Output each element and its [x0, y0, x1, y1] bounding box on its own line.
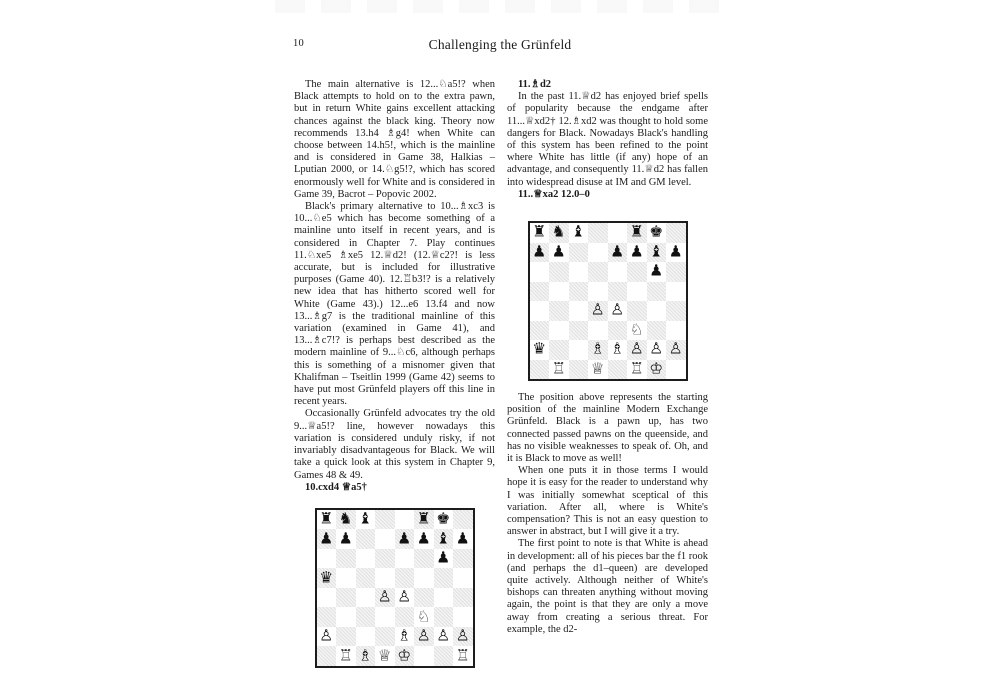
chess-square — [627, 301, 647, 321]
chess-piece: ♚ — [649, 223, 664, 241]
chess-square — [336, 627, 356, 647]
chess-piece: ♚ — [436, 509, 451, 528]
chess-square — [317, 510, 337, 530]
chess-piece: ♙ — [397, 587, 412, 606]
chess-square — [317, 549, 337, 569]
chess-piece: ♟ — [551, 242, 566, 261]
chess-square — [647, 340, 667, 360]
chess-piece: ♟ — [397, 529, 412, 548]
chess-square — [666, 301, 686, 321]
chess-piece: ♘ — [416, 607, 431, 626]
chess-square — [549, 243, 569, 263]
chess-piece: ♟ — [668, 242, 683, 261]
chess-square — [434, 646, 454, 666]
paragraph: The main alternative is 12...♘a5!? when Black attempts to hold on to the extra pawn, but in return White gains excellent attacking chances against the black king. Theory now recommends 13.h4 ♗g4! when White can choose between 14.h5!, which is the mainline and is considered in Game 38, Halkias – Lputian 2000, or 14.♘g5!?, which has scored enormously well for White and is considered in Game 39, Bacrot – Popovic 2002. — [294, 79, 495, 200]
chess-square — [647, 223, 667, 243]
chess-square — [356, 568, 376, 588]
chess-square — [588, 282, 608, 302]
chess-piece: ♜ — [416, 509, 431, 528]
chess-square — [336, 646, 356, 666]
chess-square — [569, 223, 589, 243]
chess-piece: ♟ — [338, 529, 353, 548]
chess-square — [569, 282, 589, 302]
chess-square — [627, 321, 647, 341]
chess-square — [608, 282, 628, 302]
chess-square — [434, 529, 454, 549]
chess-square — [569, 301, 589, 321]
chess-square — [588, 301, 608, 321]
chess-square — [375, 568, 395, 588]
chess-square — [375, 510, 395, 530]
chess-square — [414, 568, 434, 588]
chess-square — [356, 588, 376, 608]
chess-square — [549, 262, 569, 282]
diagram-container — [507, 221, 708, 381]
chess-square — [647, 243, 667, 263]
chess-square — [414, 510, 434, 530]
paragraph: The first point to note is that White is ahead in development: all of his pieces bar the f1 rook (and perhaps the d1–queen) are developed quite actively. Although neither of White's bishops can threaten anything without moving again, the point is that they are only a move away from creating a serious threat. For example, the d2- — [507, 538, 708, 635]
chess-square — [395, 549, 415, 569]
chess-piece: ♞ — [551, 223, 566, 241]
chess-square — [453, 607, 473, 627]
chess-square — [647, 282, 667, 302]
chess-square — [414, 588, 434, 608]
chess-square — [317, 646, 337, 666]
chess-square — [375, 627, 395, 647]
right-column — [507, 79, 708, 636]
chess-piece: ♟ — [416, 529, 431, 548]
chess-square — [453, 588, 473, 608]
chess-square — [453, 646, 473, 666]
chess-square — [549, 321, 569, 341]
chess-square — [627, 223, 647, 243]
chess-square — [453, 549, 473, 569]
chess-piece: ♟ — [436, 548, 451, 567]
chess-square — [666, 262, 686, 282]
chess-square — [336, 510, 356, 530]
chess-piece: ♟ — [319, 529, 334, 548]
diagram-container — [294, 508, 495, 668]
chess-square — [356, 646, 376, 666]
chess-square — [317, 588, 337, 608]
chess-square — [375, 588, 395, 608]
chess-square — [453, 568, 473, 588]
chess-piece: ♟ — [610, 242, 625, 261]
chess-piece: ♗ — [397, 626, 412, 645]
chess-piece: ♕ — [377, 646, 392, 665]
chess-square — [666, 360, 686, 380]
chess-piece: ♖ — [338, 646, 353, 665]
chess-square — [608, 262, 628, 282]
chess-square — [317, 627, 337, 647]
chess-square — [608, 223, 628, 243]
chess-square — [588, 262, 608, 282]
chess-square — [608, 243, 628, 263]
chess-piece: ♝ — [571, 223, 586, 241]
chess-square — [647, 301, 667, 321]
chess-square — [414, 607, 434, 627]
chess-square — [530, 282, 550, 302]
left-column — [294, 79, 495, 668]
chess-square — [588, 243, 608, 263]
chess-piece: ♙ — [377, 587, 392, 606]
chess-square — [375, 607, 395, 627]
chess-square — [569, 340, 589, 360]
chess-square — [336, 549, 356, 569]
chess-square — [434, 549, 454, 569]
chess-piece: ♙ — [668, 340, 683, 358]
chess-square — [336, 588, 356, 608]
chess-square — [414, 627, 434, 647]
chess-piece: ♝ — [358, 509, 373, 528]
chess-piece: ♝ — [649, 242, 664, 261]
chess-piece: ♕ — [590, 359, 605, 378]
chess-piece: ♙ — [319, 626, 334, 645]
chess-piece: ♘ — [629, 320, 644, 339]
chess-piece: ♙ — [436, 626, 451, 645]
chess-square — [549, 282, 569, 302]
chess-piece: ♛ — [532, 340, 547, 358]
chess-square — [336, 607, 356, 627]
chess-piece: ♜ — [319, 509, 334, 528]
chess-square — [627, 262, 647, 282]
chess-piece: ♛ — [319, 568, 334, 587]
chess-square — [434, 510, 454, 530]
chess-piece: ♞ — [338, 509, 353, 528]
chess-square — [549, 360, 569, 380]
chess-square — [627, 282, 647, 302]
chess-square — [569, 243, 589, 263]
paragraph: When one puts it in those terms I would hope it is easy for the reader to understand why I was initially somewhat sceptical of this variation. After all, where is White's compensation? This is not an easy question to answer in abstract, but I will give it a try. — [507, 465, 708, 538]
chess-square — [453, 510, 473, 530]
paragraph: The position above represents the starting position of the mainline Modern Exchange Grünfeld. Black is a pawn up, has two connected passed pawns on the queenside, and has no visible weaknesses to speak of. Oh, and it is Black to move as well! — [507, 392, 708, 465]
chess-piece: ♖ — [551, 359, 566, 378]
chess-piece: ♙ — [416, 626, 431, 645]
chess-square — [395, 607, 415, 627]
chess-square — [530, 301, 550, 321]
paragraph: Black's primary alternative to 10...♗xc3 is 10...♘e5 which has become something of a mainline unto itself in recent years, and is considered in Chapter 7. Play continues 11.♘xe5 ♗xe5 12.♕d2! (12.♕c2?! is less accurate, but is included for illustrative purposes (Game 40). 12.♖b3!? is a relatively new idea that has hitherto scored well for White (Game 43).) 12...e6 13.f4 and now 13...♗g7 is the traditional mainline of this variation (examined in Game 41), and 13...♗c7!? is perhaps best described as the modern mainline of 9...♘c6, although perhaps this is something of a misnomer given that Khalifman – Tseitlin 1999 (Game 42) seems to have put most Grünfeld players off this line in recent years. — [294, 201, 495, 408]
chess-square — [608, 340, 628, 360]
chess-square — [530, 223, 550, 243]
chess-piece: ♙ — [455, 626, 470, 645]
chess-square — [530, 321, 550, 341]
chess-square — [530, 262, 550, 282]
chess-square — [317, 529, 337, 549]
chess-piece: ♜ — [532, 223, 547, 241]
chess-square — [666, 223, 686, 243]
chess-piece: ♗ — [358, 646, 373, 665]
chess-piece: ♟ — [532, 242, 547, 261]
chess-piece: ♙ — [610, 301, 625, 319]
chess-square — [588, 321, 608, 341]
chess-piece: ♖ — [629, 359, 644, 378]
chess-square — [375, 529, 395, 549]
chess-square — [356, 549, 376, 569]
chess-square — [569, 321, 589, 341]
chess-square — [588, 223, 608, 243]
chess-square — [317, 607, 337, 627]
chess-square — [356, 510, 376, 530]
chess-square — [434, 568, 454, 588]
chess-square — [569, 262, 589, 282]
chess-square — [453, 627, 473, 647]
chess-square — [549, 301, 569, 321]
chess-square — [549, 223, 569, 243]
chess-square — [569, 360, 589, 380]
chess-square — [549, 340, 569, 360]
chess-square — [375, 549, 395, 569]
chess-piece: ♗ — [590, 340, 605, 358]
chess-square — [395, 568, 415, 588]
chess-square — [647, 321, 667, 341]
chess-square — [317, 568, 337, 588]
chess-square — [356, 529, 376, 549]
move-heading: 11.♗d2 — [518, 79, 552, 90]
chess-piece: ♙ — [649, 340, 664, 358]
paragraph: Occasionally Grünfeld advocates try the old 9...♕a5!? line, however nowadays this variation is considered unduly risky, if not invariably disadvantageous for Black. We will take a quick look at this system in Chapter 9, Games 48 & 49. — [294, 408, 495, 481]
chess-square — [434, 588, 454, 608]
chess-square — [666, 243, 686, 263]
chess-square — [627, 340, 647, 360]
chess-square — [608, 321, 628, 341]
chess-square — [395, 627, 415, 647]
chess-square — [434, 627, 454, 647]
chess-square — [453, 529, 473, 549]
chess-square — [627, 243, 647, 263]
chess-piece: ♜ — [629, 223, 644, 241]
chess-piece: ♟ — [455, 529, 470, 548]
chess-square — [530, 360, 550, 380]
chess-piece: ♟ — [629, 242, 644, 261]
chess-square — [666, 340, 686, 360]
chess-square — [356, 627, 376, 647]
chess-square — [647, 360, 667, 380]
chess-square — [530, 243, 550, 263]
chess-square — [395, 529, 415, 549]
paragraph: In the past 11.♕d2 has enjoyed brief spells of popularity because the endgame after 11...♕xd2† 12.♗xd2 was thought to hold some dangers for Black. Nowadays Black's handling of this system has been refined to the point where White has little (if any) hope of an advantage, and consequently 11.♕d2 has fallen into widespread disuse at IM and GM level. — [507, 91, 708, 188]
chess-piece: ♔ — [397, 646, 412, 665]
page-title: Challenging the Grünfeld — [428, 37, 572, 52]
page-number: 10 — [293, 38, 305, 49]
chess-piece: ♟ — [649, 262, 664, 280]
chess-square — [588, 340, 608, 360]
chess-square — [375, 646, 395, 666]
chess-square — [395, 588, 415, 608]
chess-piece: ♙ — [590, 301, 605, 319]
chess-square — [414, 529, 434, 549]
chess-square — [336, 529, 356, 549]
chess-square — [530, 340, 550, 360]
chess-piece: ♗ — [610, 340, 625, 358]
scan-edge-artifact — [275, 0, 730, 13]
chess-square — [414, 549, 434, 569]
chess-square — [588, 360, 608, 380]
chess-square — [608, 360, 628, 380]
chess-square — [395, 646, 415, 666]
chess-square — [434, 607, 454, 627]
chess-piece: ♖ — [455, 646, 470, 665]
chess-piece: ♝ — [436, 529, 451, 548]
move-heading: 11..♕xa2 12.0–0 — [518, 188, 590, 200]
chess-square — [666, 282, 686, 302]
chess-square — [356, 607, 376, 627]
chess-square — [666, 321, 686, 341]
chess-square — [395, 510, 415, 530]
chess-piece: ♙ — [629, 340, 644, 358]
chess-diagram-right — [528, 221, 688, 381]
chess-piece: ♔ — [649, 359, 664, 378]
chess-square — [647, 262, 667, 282]
chess-square — [608, 301, 628, 321]
chess-square — [414, 646, 434, 666]
chess-square — [627, 360, 647, 380]
chess-diagram-left — [315, 508, 475, 668]
chess-square — [336, 568, 356, 588]
move-heading: 10.cxd4 ♕a5† — [305, 481, 367, 493]
